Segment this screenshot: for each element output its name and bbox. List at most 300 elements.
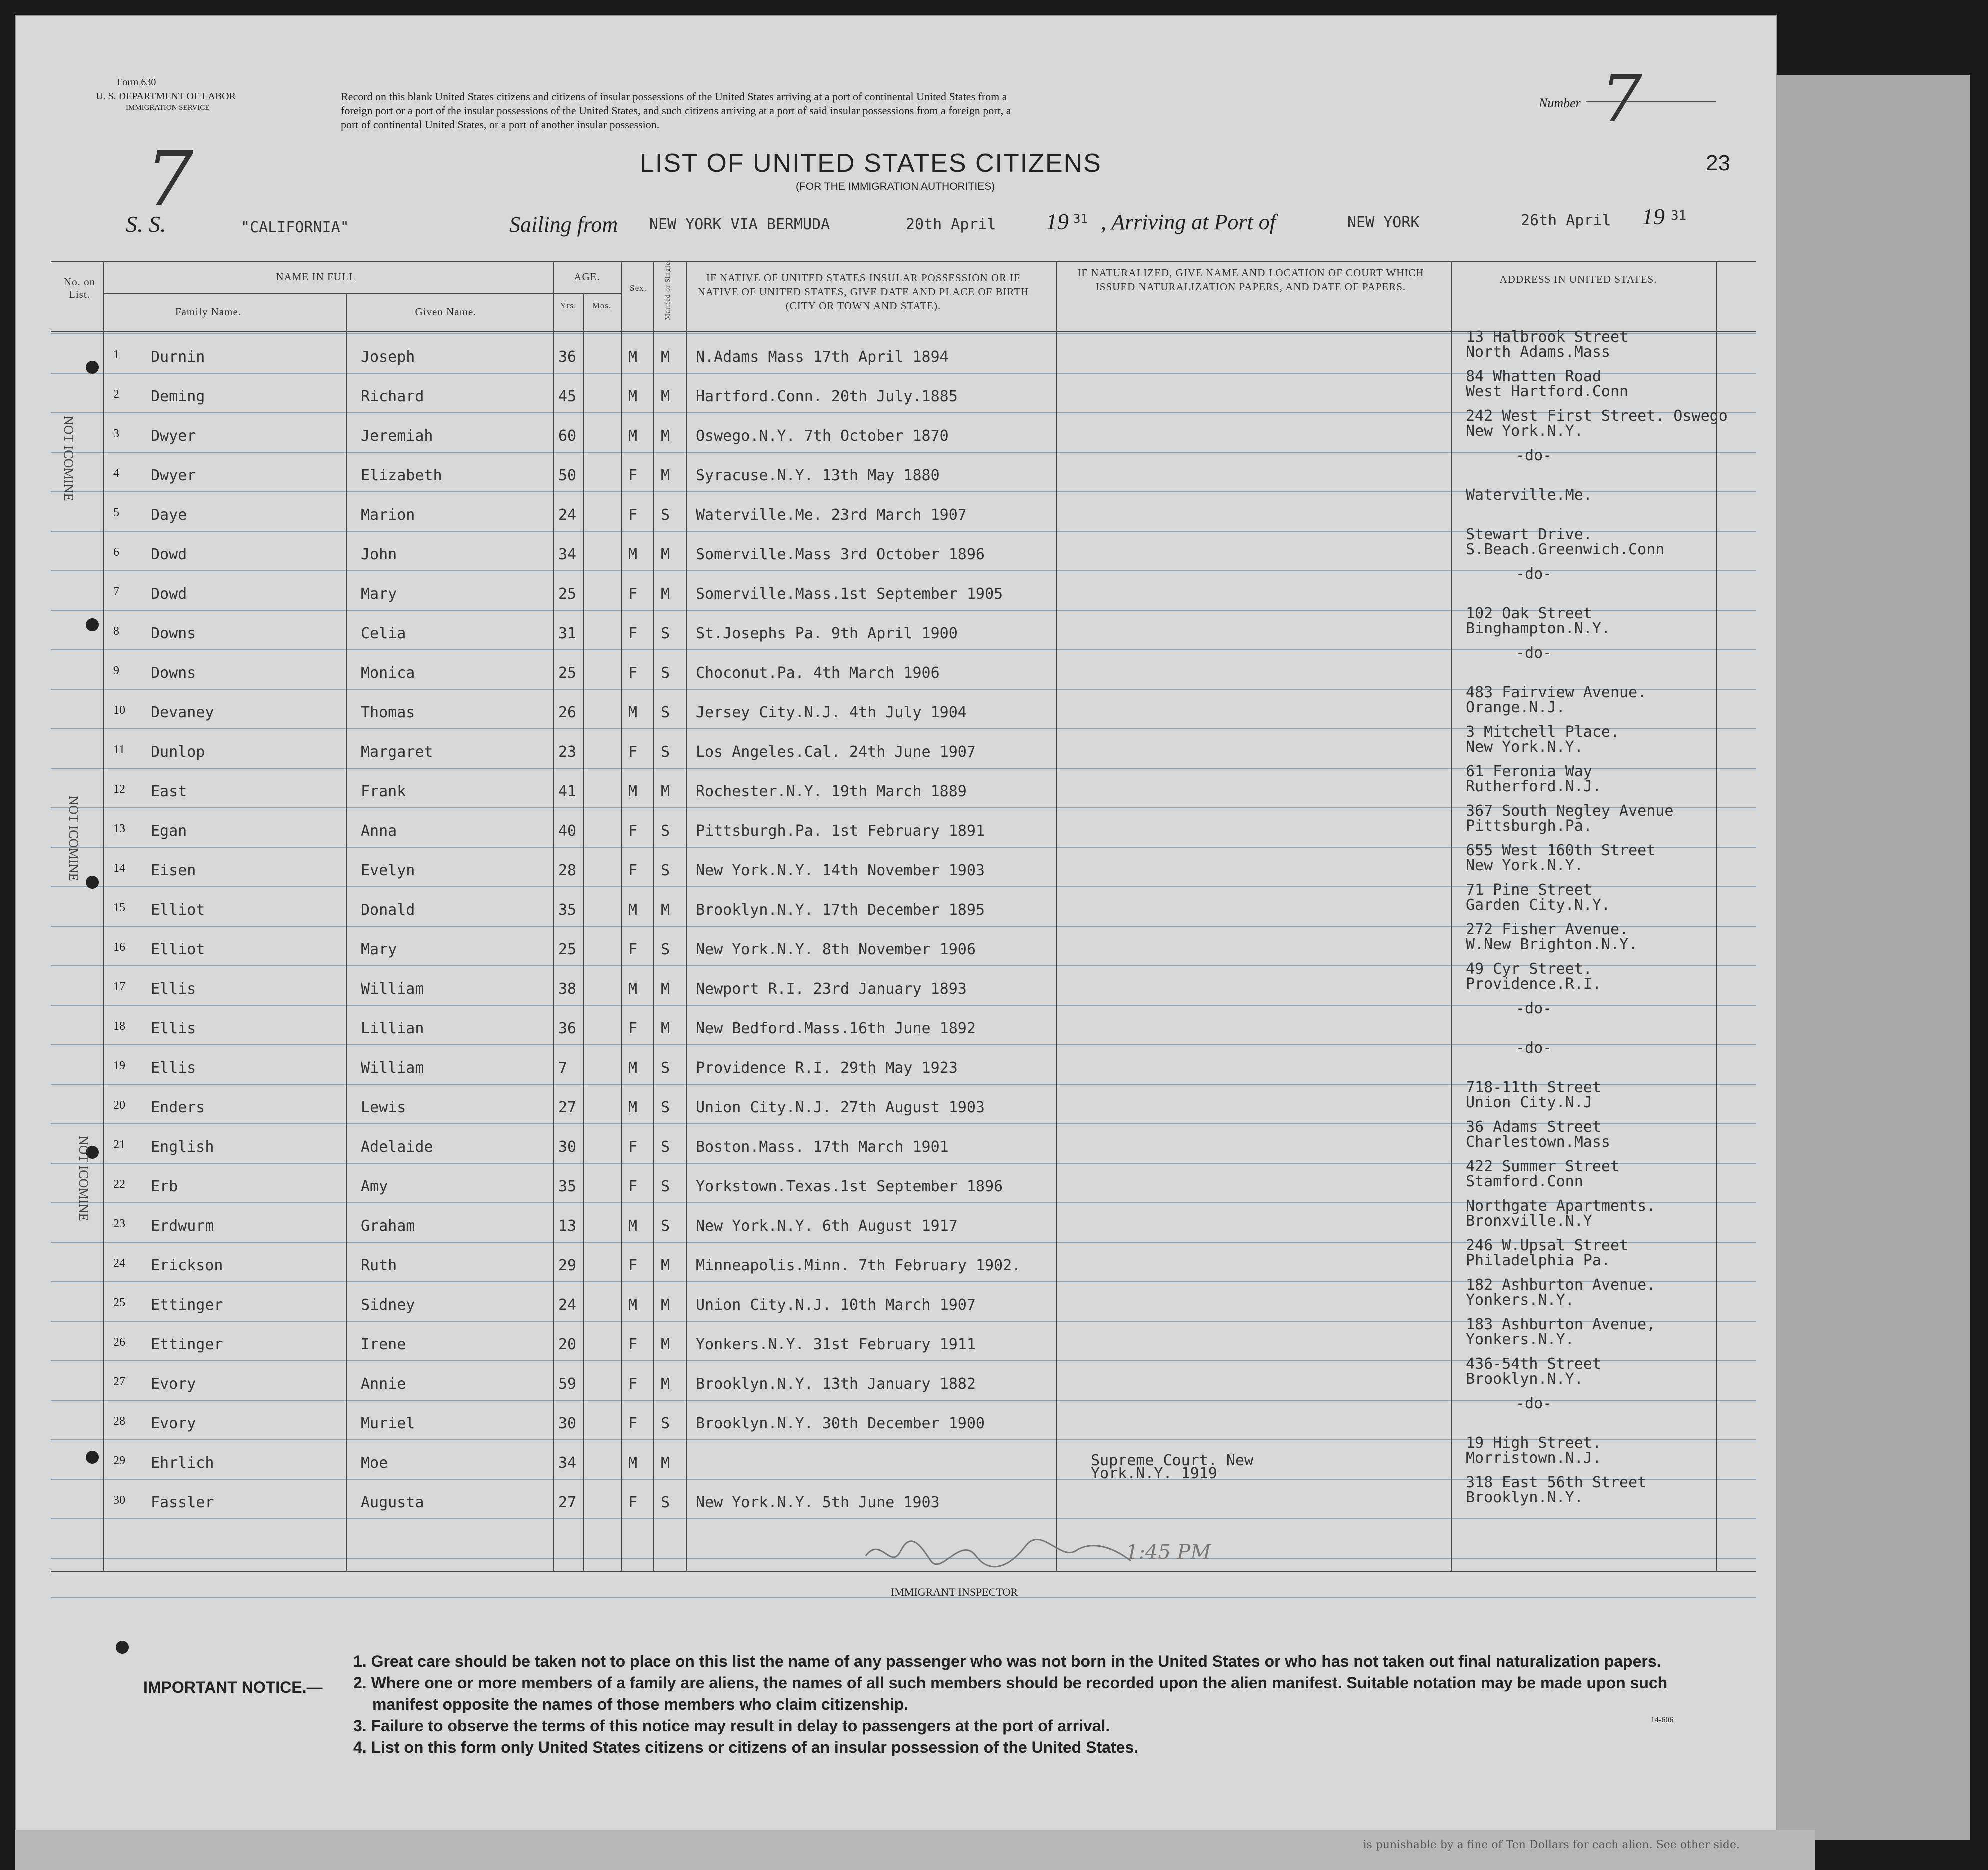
address-line: -do- bbox=[1516, 1395, 1552, 1412]
sex: M bbox=[628, 704, 638, 722]
family-name: Ellis bbox=[151, 1020, 196, 1038]
family-name: Dwyer bbox=[151, 467, 196, 484]
address-line: Brooklyn.N.Y. bbox=[1466, 1370, 1583, 1388]
bottom-strip bbox=[15, 1830, 1815, 1870]
family-name: East bbox=[151, 783, 187, 800]
birth-place-date: Somerville.Mass.1st September 1905 bbox=[696, 586, 1003, 603]
given-name: Mary bbox=[361, 586, 397, 603]
marital-status: M bbox=[661, 467, 670, 484]
margin-stamp: NOT ICOMINE bbox=[76, 1136, 91, 1222]
birth-place-date: Yorkstown.Texas.1st September 1896 bbox=[696, 1178, 1003, 1196]
birth-place-date: Brooklyn.N.Y. 13th January 1882 bbox=[696, 1376, 976, 1393]
row-rule bbox=[51, 1518, 1756, 1520]
address-line: 13 Halbrook Street bbox=[1466, 328, 1629, 346]
address-line: 102 Oak Street bbox=[1466, 605, 1592, 622]
sex: F bbox=[628, 1257, 638, 1274]
col-line bbox=[1716, 261, 1717, 1571]
instruction-line: port of continental United States, or a port of another insular possession. bbox=[341, 118, 660, 131]
address-line: 242 West First Street. Oswego bbox=[1466, 408, 1728, 425]
punch-hole bbox=[86, 1451, 99, 1464]
address-line: Pittsburgh.Pa. bbox=[1466, 818, 1592, 835]
given-name: Celia bbox=[361, 625, 406, 642]
address-line: Philadelphia Pa. bbox=[1466, 1252, 1610, 1270]
address-line: 36 Adams Street bbox=[1466, 1118, 1601, 1136]
age-years: 34 bbox=[558, 546, 577, 564]
age-years: 40 bbox=[558, 822, 577, 840]
given-name: Anna bbox=[361, 822, 397, 840]
arrival-year: 31 bbox=[1671, 208, 1687, 224]
family-name: Elliot bbox=[151, 902, 205, 919]
list-number: 8 bbox=[113, 625, 119, 638]
family-name: Evory bbox=[151, 1415, 196, 1432]
header-sex: Sex. bbox=[630, 284, 647, 293]
given-name: Augusta bbox=[361, 1494, 424, 1512]
marital-status: S bbox=[661, 822, 670, 840]
birth-place-date: Los Angeles.Cal. 24th June 1907 bbox=[696, 744, 976, 761]
given-name: Adelaide bbox=[361, 1138, 433, 1156]
marital-status: S bbox=[661, 744, 670, 761]
age-years: 27 bbox=[558, 1099, 577, 1116]
age-years: 38 bbox=[558, 980, 577, 998]
address-line: West Hartford.Conn bbox=[1466, 383, 1629, 400]
document-title: LIST OF UNITED STATES CITIZENS bbox=[640, 149, 1102, 178]
address-line: 182 Ashburton Avenue. bbox=[1466, 1276, 1656, 1294]
header-years: Yrs. bbox=[560, 301, 577, 310]
col-line bbox=[621, 261, 622, 1571]
address-line: North Adams.Mass bbox=[1466, 344, 1610, 361]
address-line: 61 Feronia Way bbox=[1466, 763, 1592, 780]
given-name: Monica bbox=[361, 664, 415, 682]
address-line: Providence.R.I. bbox=[1466, 976, 1601, 993]
sex: F bbox=[628, 862, 638, 880]
sex: F bbox=[628, 1494, 638, 1512]
punch-hole bbox=[86, 361, 99, 374]
address-line: -do- bbox=[1516, 644, 1552, 662]
arrival-year-prefix: 19 bbox=[1642, 204, 1665, 230]
row-rule bbox=[51, 1044, 1756, 1046]
page-number: 23 bbox=[1706, 151, 1730, 176]
row-rule bbox=[51, 1400, 1756, 1401]
address-line: Binghampton.N.Y. bbox=[1466, 620, 1610, 638]
address-line: 71 Pine Street bbox=[1466, 882, 1592, 899]
address-line: 3 Mitchell Place. bbox=[1466, 724, 1620, 741]
list-number: 1 bbox=[113, 348, 119, 362]
family-name: Ettinger bbox=[151, 1296, 223, 1314]
marital-status: M bbox=[661, 980, 670, 998]
family-name: Erdwurm bbox=[151, 1218, 214, 1235]
address-line: Charlestown.Mass bbox=[1466, 1134, 1610, 1151]
form-number: Form 630 bbox=[117, 77, 156, 88]
address-line: Stewart Drive. bbox=[1466, 526, 1592, 544]
list-number: 5 bbox=[113, 506, 119, 520]
sex: F bbox=[628, 1415, 638, 1432]
sex: M bbox=[628, 388, 638, 406]
sex: M bbox=[628, 1099, 638, 1116]
given-name: Annie bbox=[361, 1376, 406, 1393]
header-naturalized: IF NATURALIZED, GIVE NAME AND LOCATION OF COURT WHICH ISSUED NATURALIZATION PAPERS, AND DATE OF PAPERS. bbox=[1077, 267, 1424, 293]
header-given-name: Given Name. bbox=[415, 306, 477, 318]
given-name: Richard bbox=[361, 388, 424, 406]
sailing-date: 20th April bbox=[906, 216, 996, 234]
list-number: 17 bbox=[113, 980, 125, 994]
birth-place-date: St.Josephs Pa. 9th April 1900 bbox=[696, 625, 958, 642]
family-name: Ellis bbox=[151, 980, 196, 998]
age-years: 23 bbox=[558, 744, 577, 761]
list-number: 25 bbox=[113, 1296, 125, 1310]
sex: M bbox=[628, 348, 638, 366]
age-years: 50 bbox=[558, 467, 577, 484]
header-months: Mos. bbox=[592, 301, 612, 310]
given-name: Joseph bbox=[361, 348, 415, 366]
birth-place-date: Yonkers.N.Y. 31st February 1911 bbox=[696, 1336, 976, 1354]
col-line bbox=[583, 294, 584, 1571]
address-line: Yonkers.N.Y. bbox=[1466, 1292, 1574, 1309]
age-years: 35 bbox=[558, 902, 577, 919]
list-number: 24 bbox=[113, 1257, 125, 1270]
given-name: Mary bbox=[361, 941, 397, 958]
punch-hole bbox=[116, 1641, 129, 1654]
age-years: 59 bbox=[558, 1376, 577, 1393]
marital-status: S bbox=[661, 1218, 670, 1235]
birth-place-date: New York.N.Y. 14th November 1903 bbox=[696, 862, 985, 880]
birth-place-date: Brooklyn.N.Y. 17th December 1895 bbox=[696, 902, 985, 919]
margin-stamp: NOT ICOMINE bbox=[66, 796, 81, 882]
birth-place-date: Oswego.N.Y. 7th October 1870 bbox=[696, 428, 949, 445]
family-name: Dowd bbox=[151, 546, 187, 564]
notice-label: IMPORTANT NOTICE.— bbox=[143, 1678, 323, 1696]
birth-place-date: Pittsburgh.Pa. 1st February 1891 bbox=[696, 822, 985, 840]
inspector-signature bbox=[861, 1526, 1141, 1586]
family-name: Ehrlich bbox=[151, 1454, 214, 1472]
list-number: 26 bbox=[113, 1336, 125, 1349]
number-label: Number bbox=[1539, 96, 1581, 110]
sailing-year: 31 bbox=[1073, 212, 1088, 226]
birth-place-date: New York.N.Y. 5th June 1903 bbox=[696, 1494, 940, 1512]
birth-place-date: Waterville.Me. 23rd March 1907 bbox=[696, 506, 967, 524]
list-number: 11 bbox=[113, 744, 125, 756]
list-number: 30 bbox=[113, 1494, 125, 1507]
birth-place-date: Union City.N.J. 10th March 1907 bbox=[696, 1296, 976, 1314]
notice-item: 3. Failure to observe the terms of this notice may result in delay to passengers at the port of arrival. bbox=[353, 1717, 1110, 1735]
list-number: 23 bbox=[113, 1218, 125, 1230]
service: IMMIGRATION SERVICE bbox=[126, 104, 210, 112]
list-number: 6 bbox=[113, 546, 119, 559]
header-no: No. on List. bbox=[63, 276, 96, 300]
list-number: 7 bbox=[113, 586, 119, 598]
birth-place-date: Choconut.Pa. 4th March 1906 bbox=[696, 664, 940, 682]
list-number: 9 bbox=[113, 664, 119, 678]
marital-status: M bbox=[661, 388, 670, 406]
col-line bbox=[553, 261, 554, 1571]
family-name: Egan bbox=[151, 822, 187, 840]
marital-status: S bbox=[661, 704, 670, 722]
marital-status: M bbox=[661, 1296, 670, 1314]
list-number: 28 bbox=[113, 1415, 125, 1428]
sex: F bbox=[628, 664, 638, 682]
birth-place-date: Providence R.I. 29th May 1923 bbox=[696, 1060, 958, 1077]
birth-place-date: Minneapolis.Minn. 7th February 1902. bbox=[696, 1257, 1021, 1274]
birth-place-date: Newport R.I. 23rd January 1893 bbox=[696, 980, 967, 998]
age-years: 28 bbox=[558, 862, 577, 880]
birth-place-date: New York.N.Y. 6th August 1917 bbox=[696, 1218, 958, 1235]
header-address: ADDRESS IN UNITED STATES. bbox=[1499, 274, 1657, 286]
marital-status: S bbox=[661, 1415, 670, 1432]
address-line: New York.N.Y. bbox=[1466, 422, 1583, 440]
marital-status: S bbox=[661, 1099, 670, 1116]
family-name: Deming bbox=[151, 388, 205, 406]
sex: M bbox=[628, 546, 638, 564]
list-number: 29 bbox=[113, 1454, 125, 1468]
age-years: 13 bbox=[558, 1218, 577, 1235]
birth-place-date: Rochester.N.Y. 19th March 1889 bbox=[696, 783, 967, 800]
family-name: Durnin bbox=[151, 348, 205, 366]
family-name: Fassler bbox=[151, 1494, 214, 1512]
notice-item: 2. Where one or more members of a family are aliens, the names of all such members should be recorded upon the alien manifest. Suitable notation may be made upon such bbox=[353, 1674, 1668, 1692]
sex: F bbox=[628, 822, 638, 840]
sex: F bbox=[628, 506, 638, 524]
marital-status: S bbox=[661, 625, 670, 642]
age-years: 27 bbox=[558, 1494, 577, 1512]
marital-status: M bbox=[661, 1336, 670, 1354]
row-rule bbox=[51, 452, 1756, 453]
list-number: 15 bbox=[113, 902, 125, 914]
birth-place-date: Syracuse.N.Y. 13th May 1880 bbox=[696, 467, 940, 484]
given-name: Irene bbox=[361, 1336, 406, 1354]
col-line bbox=[1056, 261, 1057, 1571]
address-line: S.Beach.Greenwich.Conn bbox=[1466, 541, 1665, 558]
notice-item: manifest opposite the names of those members who claim citizenship. bbox=[372, 1696, 909, 1714]
marital-status: M bbox=[661, 1454, 670, 1472]
address-line: 655 West 160th Street bbox=[1466, 842, 1656, 860]
birth-place-date: New Bedford.Mass.16th June 1892 bbox=[696, 1020, 976, 1038]
address-line: -do- bbox=[1516, 447, 1552, 464]
age-years: 60 bbox=[558, 428, 577, 445]
birth-place-date: Brooklyn.N.Y. 30th December 1900 bbox=[696, 1415, 985, 1432]
arrival-date: 26th April bbox=[1521, 212, 1611, 230]
row-rule bbox=[51, 570, 1756, 572]
punch-hole bbox=[86, 618, 99, 632]
age-years: 30 bbox=[558, 1415, 577, 1432]
sex: F bbox=[628, 1376, 638, 1393]
sex: F bbox=[628, 467, 638, 484]
age-years: 45 bbox=[558, 388, 577, 406]
marital-status: M bbox=[661, 348, 670, 366]
birth-place-date: Boston.Mass. 17th March 1901 bbox=[696, 1138, 949, 1156]
marital-status: S bbox=[661, 941, 670, 958]
col-line bbox=[686, 261, 687, 1571]
hand-number-left: 7 bbox=[146, 136, 194, 223]
signature-time: 1:45 PM bbox=[1126, 1541, 1211, 1564]
sex: M bbox=[628, 428, 638, 445]
birth-place-date: Hartford.Conn. 20th July.1885 bbox=[696, 388, 958, 406]
notice-item: 4. List on this form only United States citizens or citizens of an insular possession of the United States. bbox=[353, 1738, 1139, 1756]
header-age: AGE. bbox=[574, 271, 600, 283]
given-name: Sidney bbox=[361, 1296, 415, 1314]
col-line bbox=[346, 294, 347, 1571]
list-number: 19 bbox=[113, 1060, 125, 1072]
family-name: Eisen bbox=[151, 862, 196, 880]
family-name: Erb bbox=[151, 1178, 178, 1196]
address-line: 318 East 56th Street bbox=[1466, 1474, 1647, 1492]
list-number: 27 bbox=[113, 1376, 125, 1388]
list-number: 3 bbox=[113, 428, 119, 440]
family-name: Dwyer bbox=[151, 428, 196, 445]
age-years: 30 bbox=[558, 1138, 577, 1156]
given-name: Elizabeth bbox=[361, 467, 442, 484]
marital-status: M bbox=[661, 1376, 670, 1393]
address-line: 422 Summer Street bbox=[1466, 1158, 1620, 1176]
address-line: 718-11th Street bbox=[1466, 1079, 1601, 1096]
manifest-page bbox=[15, 15, 1777, 1832]
header-birth: IF NATIVE OF UNITED STATES INSULAR POSSESSION OR IF NATIVE OF UNITED STATES, GIVE DATE AND PLACE OF BIRTH (CITY OR TOWN AND STATE). bbox=[697, 272, 1029, 312]
sex: F bbox=[628, 941, 638, 958]
sex: F bbox=[628, 1138, 638, 1156]
list-number: 20 bbox=[113, 1099, 125, 1112]
list-number: 16 bbox=[113, 941, 125, 954]
address-line: 49 Cyr Street. bbox=[1466, 960, 1592, 978]
given-name: Muriel bbox=[361, 1415, 415, 1432]
sex: M bbox=[628, 902, 638, 919]
age-years: 24 bbox=[558, 1296, 577, 1314]
age-years: 36 bbox=[558, 348, 577, 366]
notice-item: 1. Great care should be taken not to place on this list the name of any passenger who was not born in the United States or who has not taken out final naturalization papers. bbox=[353, 1652, 1661, 1670]
given-name: Donald bbox=[361, 902, 415, 919]
list-number: 22 bbox=[113, 1178, 125, 1191]
given-name: Lewis bbox=[361, 1099, 406, 1116]
address-line: Garden City.N.Y. bbox=[1466, 896, 1610, 914]
list-number: 18 bbox=[113, 1020, 125, 1033]
row-rule bbox=[51, 1005, 1756, 1006]
birth-place-date: Jersey City.N.J. 4th July 1904 bbox=[696, 704, 967, 722]
birth-place-date: Union City.N.J. 27th August 1903 bbox=[696, 1099, 985, 1116]
underlying-page bbox=[1770, 75, 1970, 1840]
marital-status: M bbox=[661, 428, 670, 445]
list-number: 10 bbox=[113, 704, 125, 717]
given-name: Jeremiah bbox=[361, 428, 433, 445]
address-line: New York.N.Y. bbox=[1466, 738, 1583, 756]
col-line bbox=[653, 261, 654, 1571]
age-years: 24 bbox=[558, 506, 577, 524]
given-name: Evelyn bbox=[361, 862, 415, 880]
address-line: Union City.N.J bbox=[1466, 1094, 1592, 1112]
given-name: Frank bbox=[361, 783, 406, 800]
marital-status: S bbox=[661, 1494, 670, 1512]
address-line: Orange.N.J. bbox=[1466, 699, 1565, 716]
form-code: 14-606 bbox=[1651, 1716, 1674, 1724]
ship-name: "CALIFORNIA" bbox=[241, 219, 349, 236]
family-name: Dowd bbox=[151, 586, 187, 603]
ss-label: S. S. bbox=[126, 212, 166, 237]
arriving-label: , Arriving at Port of bbox=[1101, 210, 1276, 234]
family-name: Enders bbox=[151, 1099, 205, 1116]
department: U. S. DEPARTMENT OF LABOR bbox=[96, 91, 236, 102]
age-years: 31 bbox=[558, 625, 577, 642]
list-number: 4 bbox=[113, 467, 119, 480]
table-top-border bbox=[51, 261, 1756, 262]
header-family-name: Family Name. bbox=[175, 306, 242, 318]
col-line bbox=[1451, 261, 1452, 1571]
marital-status: M bbox=[661, 1257, 670, 1274]
given-name: Ruth bbox=[361, 1257, 397, 1274]
hand-number: 7 bbox=[1601, 61, 1642, 137]
given-name: Lillian bbox=[361, 1020, 424, 1038]
marital-status: M bbox=[661, 586, 670, 603]
address-line: Northgate Apartments. bbox=[1466, 1198, 1656, 1215]
address-line: Waterville.Me. bbox=[1466, 486, 1592, 504]
sex: M bbox=[628, 1218, 638, 1235]
family-name: Ellis bbox=[151, 1060, 196, 1077]
age-years: 34 bbox=[558, 1454, 577, 1472]
inspector-label: IMMIGRANT INSPECTOR bbox=[891, 1586, 1018, 1598]
age-years: 25 bbox=[558, 941, 577, 958]
list-number: 21 bbox=[113, 1138, 125, 1152]
document-subtitle: (FOR THE IMMIGRATION AUTHORITIES) bbox=[796, 181, 995, 192]
address-line: 183 Ashburton Avenue, bbox=[1466, 1316, 1656, 1334]
marital-status: M bbox=[661, 1020, 670, 1038]
list-number: 13 bbox=[113, 822, 125, 836]
sex: F bbox=[628, 625, 638, 642]
address-line: 483 Fairview Avenue. bbox=[1466, 684, 1647, 702]
marital-status: M bbox=[661, 902, 670, 919]
given-name: Margaret bbox=[361, 744, 433, 761]
family-name: Erickson bbox=[151, 1257, 223, 1274]
sex: M bbox=[628, 1454, 638, 1472]
sex: M bbox=[628, 783, 638, 800]
marital-status: S bbox=[661, 664, 670, 682]
family-name: Daye bbox=[151, 506, 187, 524]
marital-status: S bbox=[661, 1178, 670, 1196]
family-name: Elliot bbox=[151, 941, 205, 958]
address-line: Bronxville.N.Y bbox=[1466, 1212, 1592, 1230]
address-line: -do- bbox=[1516, 1000, 1552, 1018]
given-name: Amy bbox=[361, 1178, 388, 1196]
col-line bbox=[103, 261, 104, 1571]
given-name: Graham bbox=[361, 1218, 415, 1235]
address-line: Morristown.N.J. bbox=[1466, 1450, 1601, 1467]
age-years: 25 bbox=[558, 664, 577, 682]
sex: M bbox=[628, 980, 638, 998]
punch-hole bbox=[86, 876, 99, 889]
family-name: Downs bbox=[151, 625, 196, 642]
age-years: 20 bbox=[558, 1336, 577, 1354]
marital-status: S bbox=[661, 862, 670, 880]
address-line: W.New Brighton.N.Y. bbox=[1466, 936, 1638, 954]
address-line: 367 South Negley Avenue bbox=[1466, 802, 1674, 820]
age-years: 41 bbox=[558, 783, 577, 800]
family-name: Downs bbox=[151, 664, 196, 682]
sex: F bbox=[628, 1336, 638, 1354]
marital-status: M bbox=[661, 783, 670, 800]
marital-status: S bbox=[661, 506, 670, 524]
address-line: 84 Whatten Road bbox=[1466, 368, 1601, 386]
sailing-from: NEW YORK VIA BERMUDA bbox=[649, 216, 830, 234]
sex: F bbox=[628, 586, 638, 603]
instruction-line: foreign port or a port of the insular possessions of the United States, and such citizens arriving at a port of said insular possessions from a foreign port, a bbox=[341, 104, 1011, 117]
address-line: Stamford.Conn bbox=[1466, 1173, 1583, 1190]
given-name: Marion bbox=[361, 506, 415, 524]
address-line: -do- bbox=[1516, 566, 1552, 583]
header-married-single: Married or Single. bbox=[664, 260, 672, 320]
marital-status: S bbox=[661, 1060, 670, 1077]
sailing-from-label: Sailing from bbox=[509, 212, 618, 237]
header-name-in-full: NAME IN FULL bbox=[276, 271, 356, 283]
family-name: English bbox=[151, 1138, 214, 1156]
list-number: 2 bbox=[113, 388, 119, 401]
marital-status: S bbox=[661, 1138, 670, 1156]
arrival-port: NEW YORK bbox=[1347, 214, 1420, 232]
address-line: -do- bbox=[1516, 1040, 1552, 1057]
birth-place-date: N.Adams Mass 17th April 1894 bbox=[696, 348, 949, 366]
